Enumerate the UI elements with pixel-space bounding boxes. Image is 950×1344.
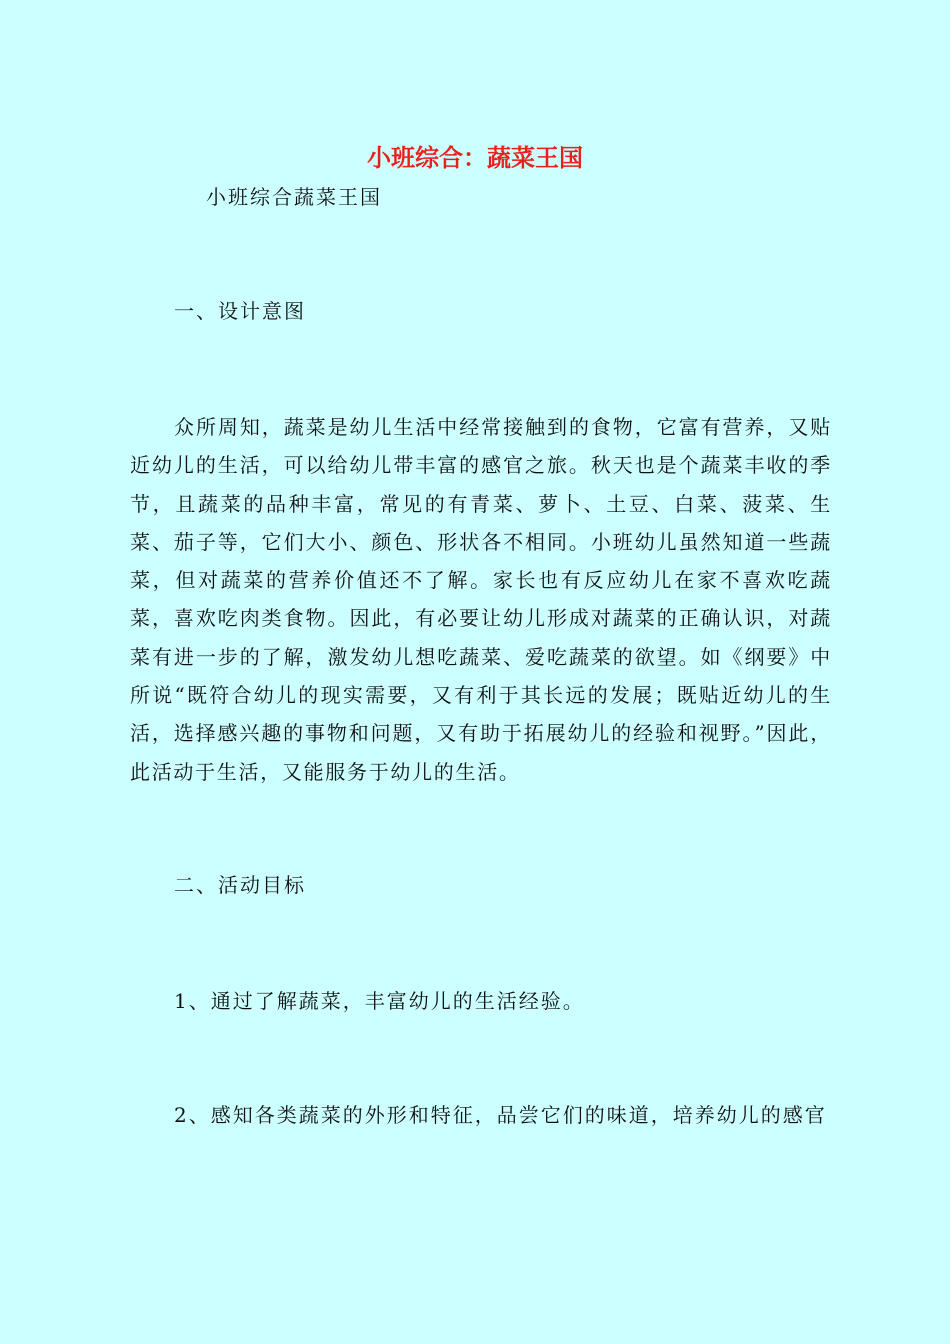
design-intent-paragraph: 众所周知，蔬菜是幼儿生活中经常接触到的食物，它富有营养，又贴近幼儿的生活，可以给幼儿带丰富的感官之旅。秋天也是个蔬菜丰收的季节，且蔬菜的品种丰富，常见的有青菜、萝卜、土豆、白菜、菠菜、生菜、茄子等，它们大小、颜色、形状各不相同。小班幼儿虽然知道一些蔬菜，但对蔬菜的营养价值还不了解。家长也有反应幼儿在家不喜欢吃蔬菜，喜欢吃肉类食物。因此，有必要让幼儿形成对蔬菜的正确认识，对蔬菜有进一步的了解，激发幼儿想吃蔬菜、爱吃蔬菜的欲望。如《纲要》中所说“既符合幼儿的现实需要，又有利于其长远的发展；既贴近幼儿的生活，选择感兴趣的事物和问题，又有助于拓展幼儿的经验和视野。”因此，此活动于生活，又能服务于幼儿的生活。 [130,415,832,784]
document-subtitle: 小班综合蔬菜王国 [206,185,382,209]
section-heading-design-intent: 一、设计意图 [174,299,306,323]
activity-goal-2: 2、感知各类蔬菜的外形和特征，品尝它们的味道，培养幼儿的感官 [174,1103,827,1127]
section-heading-activity-goals: 二、活动目标 [174,873,306,897]
activity-goal-1: 1、通过了解蔬菜，丰富幼儿的生活经验。 [174,989,585,1013]
document-title: 小班综合：蔬菜王国 [367,144,583,172]
